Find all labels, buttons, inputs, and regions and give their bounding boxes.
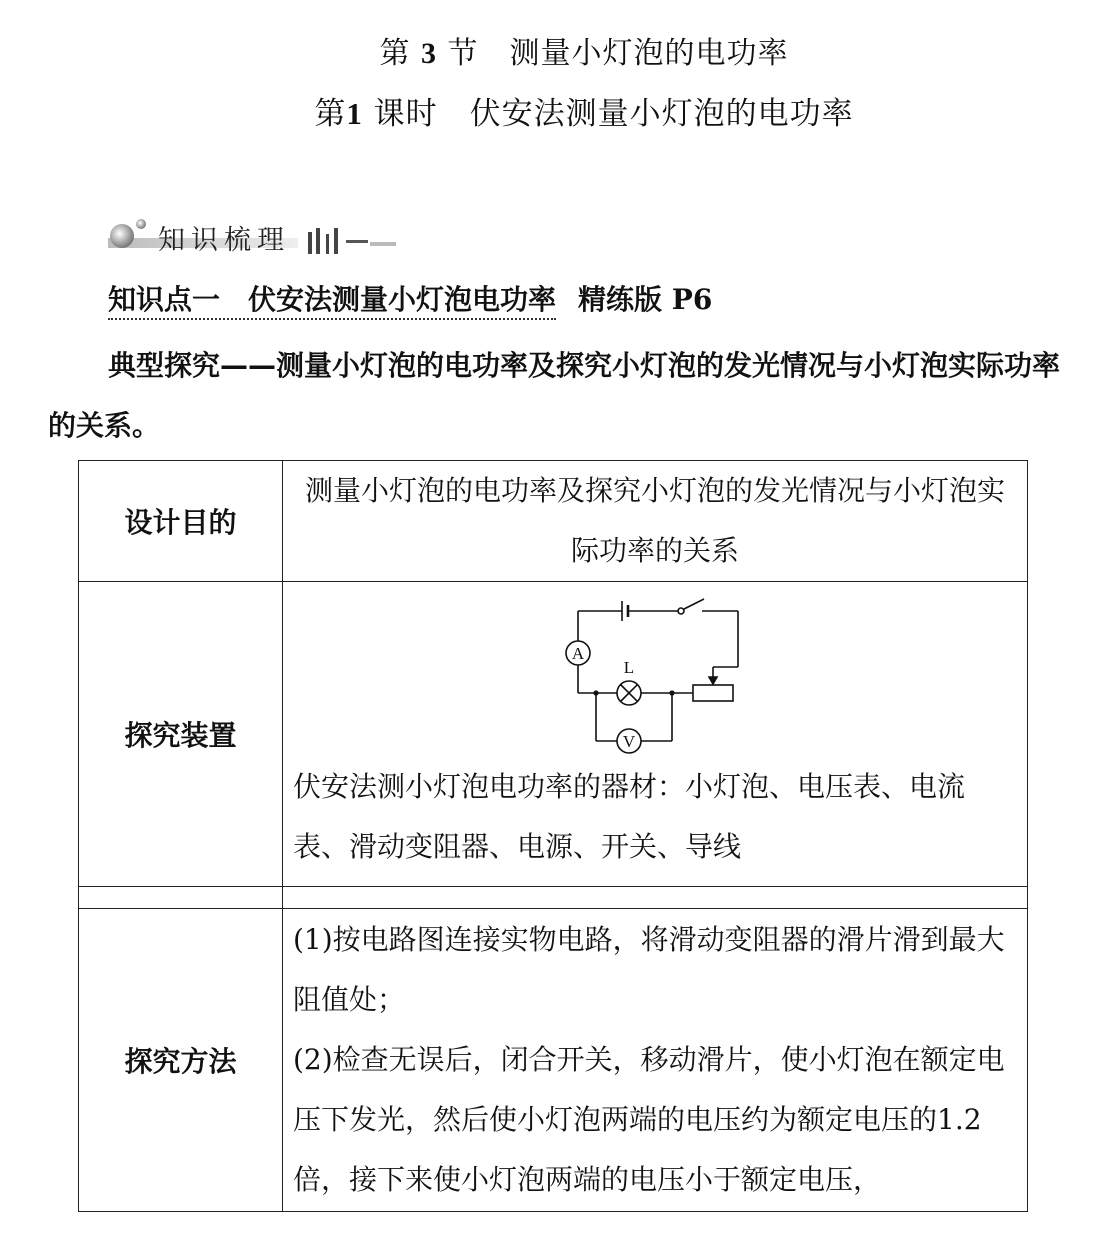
- switch-lever: [684, 599, 704, 609]
- lamp-label: L: [623, 658, 635, 677]
- switch-contact: [678, 608, 684, 614]
- voltmeter-label: V: [622, 732, 636, 751]
- row-label-empty: [79, 887, 283, 909]
- row-label: 设计目的: [79, 461, 283, 582]
- row-content: [283, 582, 1028, 887]
- row-label: 探究装置: [79, 582, 283, 887]
- row-content-empty: [283, 887, 1028, 909]
- intro-paragraph: 典型探究——测量小灯泡的电功率及探究小灯泡的发光情况与小灯泡实际功率的关系。: [48, 349, 1061, 442]
- knowledge-point-heading: [108, 278, 712, 318]
- knowledge-point-ref: 精练版 P6: [578, 283, 713, 316]
- table-row: [79, 887, 1028, 909]
- row-content: 测量小灯泡的电功率及探究小灯泡的发光情况与小灯泡实际功率的关系: [283, 461, 1028, 582]
- ammeter-label: A: [571, 644, 585, 663]
- table-row: [79, 909, 1028, 1212]
- circuit-diagram: [560, 597, 750, 757]
- bubble-icon: [110, 224, 134, 248]
- lesson-title: 第1 课时 伏安法测量小灯泡的电功率: [314, 96, 854, 132]
- banner-label: 知识梳理: [158, 225, 290, 256]
- table-row: [79, 582, 1028, 887]
- row-label: 探究方法: [79, 909, 283, 1212]
- method-step-2: (2)检查无误后，闭合开关，移动滑片，使小灯泡在额定电压下发光，然后使小灯泡两端的电压约为额定电压的1.2倍，接下来使小灯泡两端的电压小于额定电压，: [293, 1043, 1005, 1196]
- table-row: [79, 461, 1028, 582]
- experiment-table: [78, 460, 1028, 1212]
- bars-icon: [308, 228, 338, 254]
- apparatus-text: 伏安法测小灯泡电功率的器材：小灯泡、电压表、电流表、滑动变阻器、电源、开关、导线: [293, 770, 966, 863]
- section-title: 第 3 节 测量小灯泡的电功率: [379, 36, 789, 71]
- method-step-1: (1)按电路图连接实物电路，将滑动变阻器的滑片滑到最大阻值处；: [293, 923, 1005, 1016]
- knowledge-point-title: 知识点一 伏安法测量小灯泡电功率: [108, 283, 556, 320]
- rheostat: [693, 685, 733, 701]
- row-content: [283, 909, 1028, 1212]
